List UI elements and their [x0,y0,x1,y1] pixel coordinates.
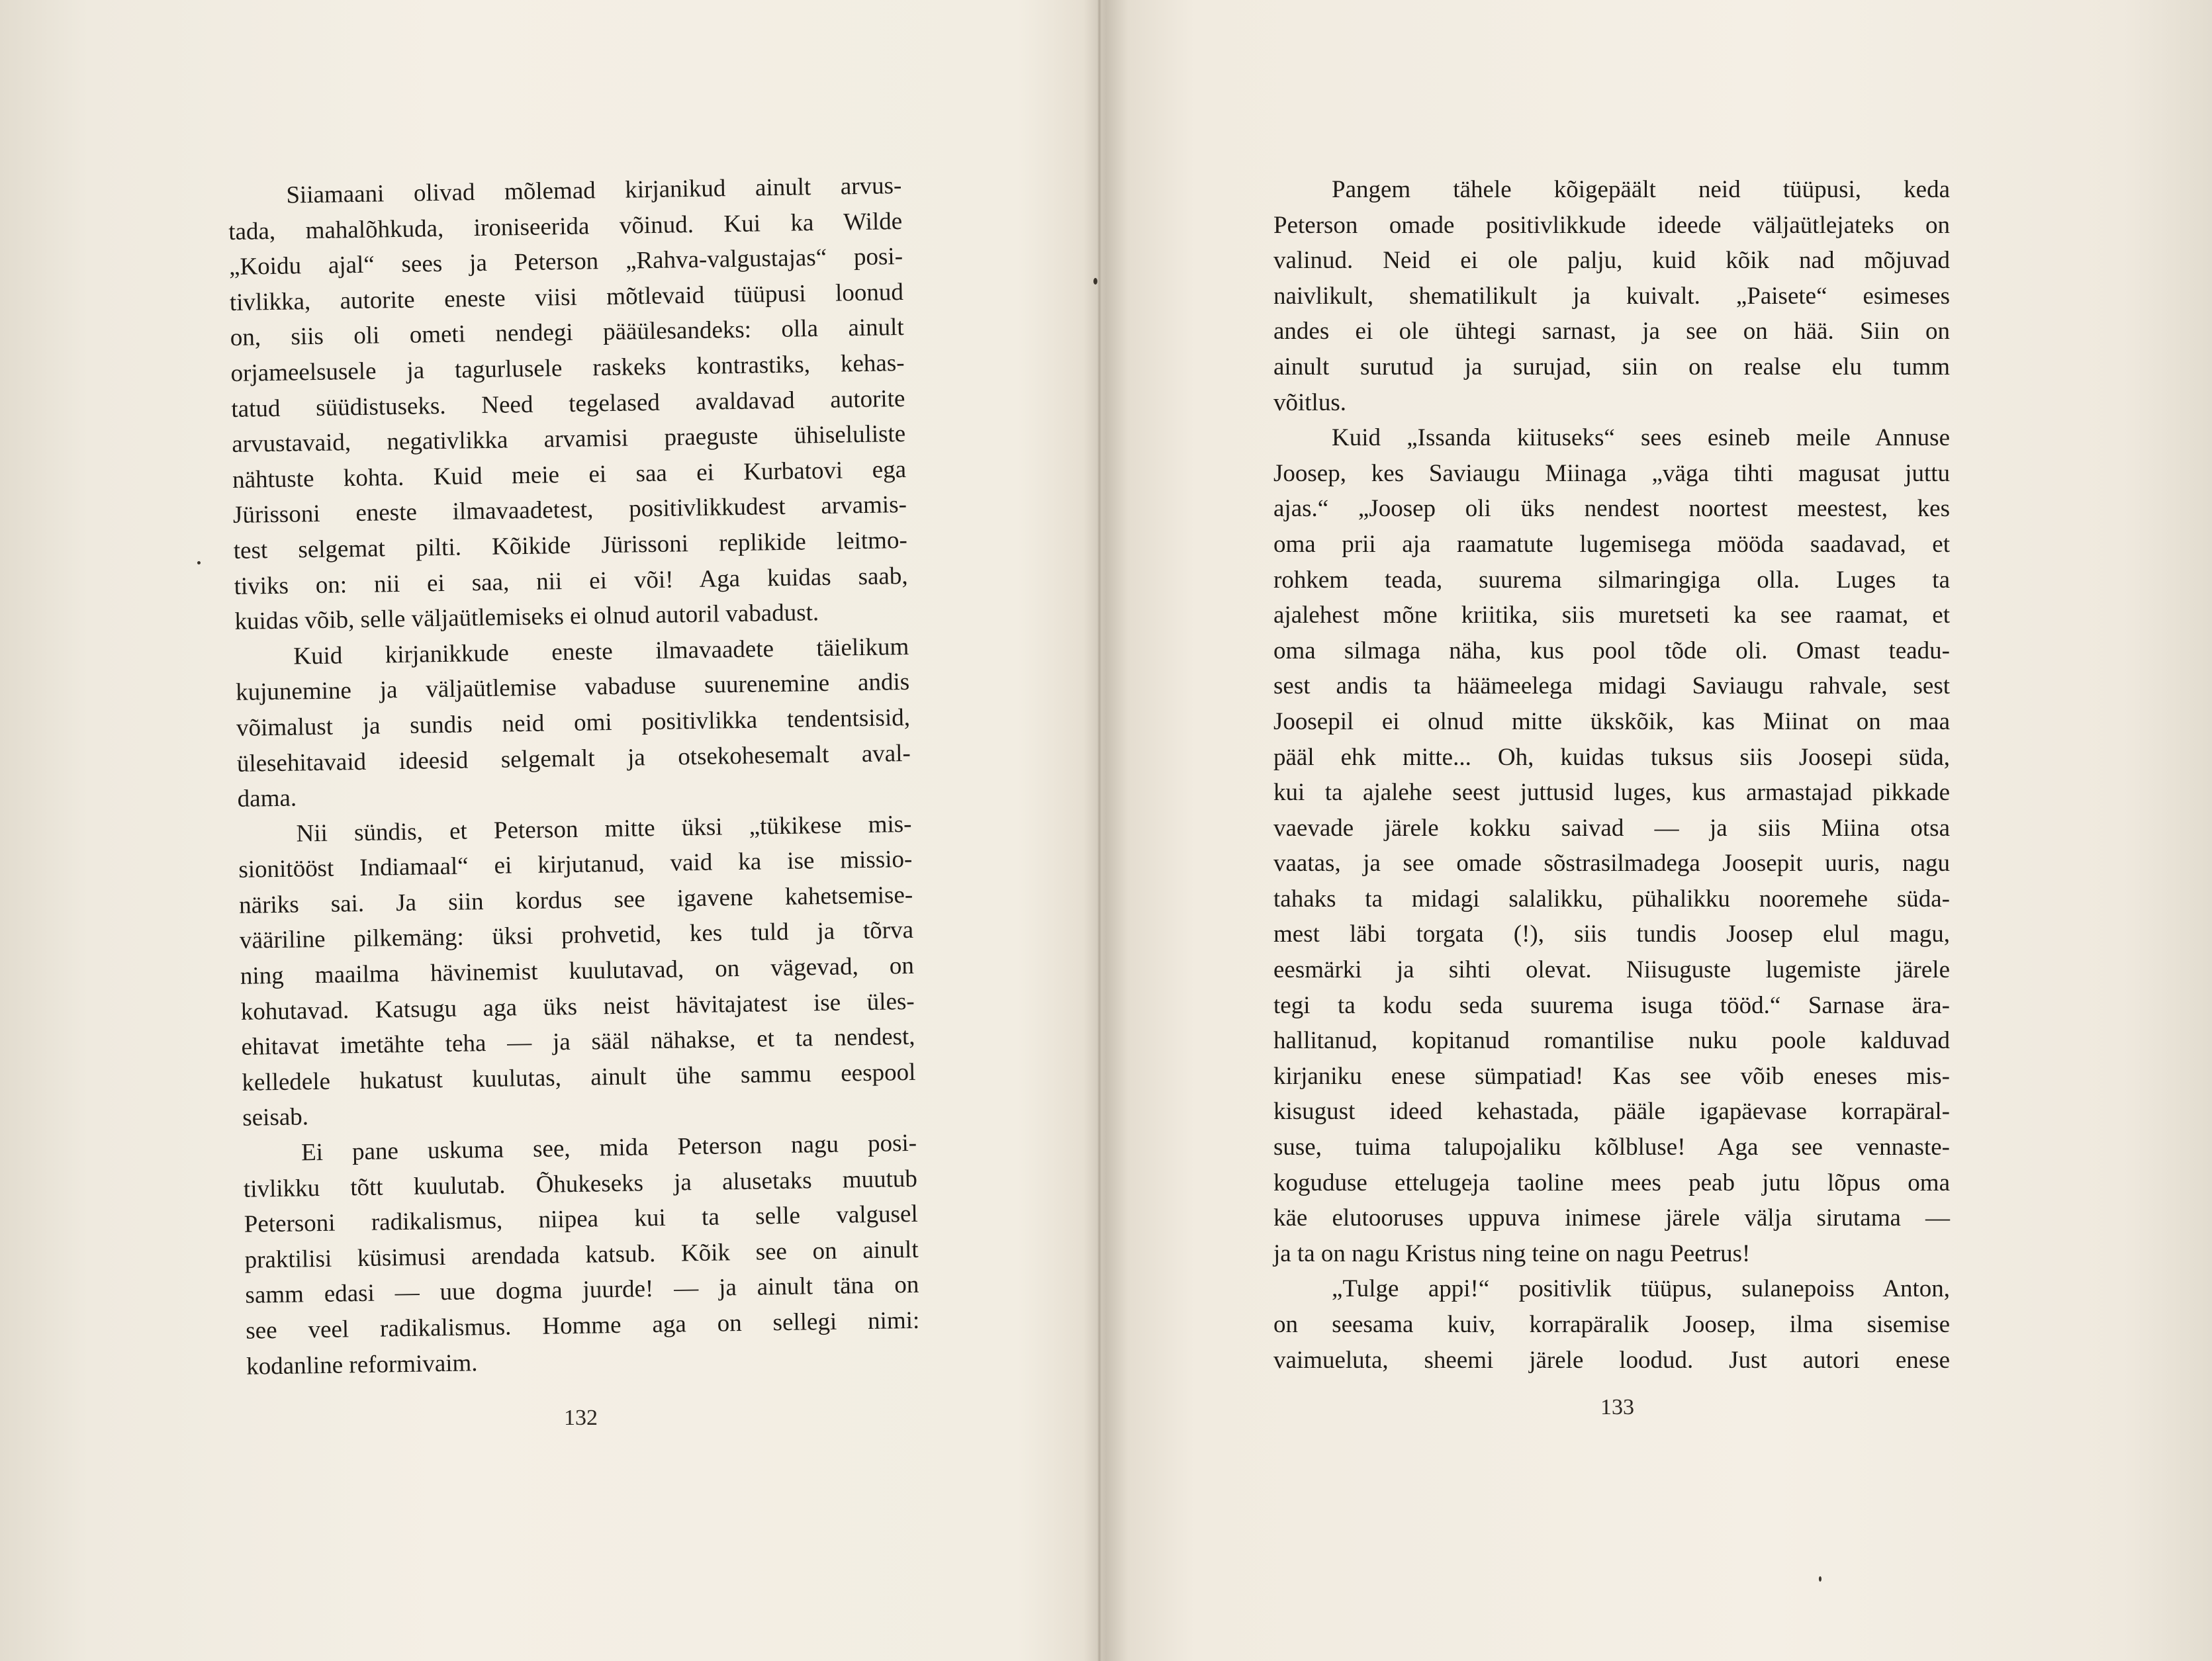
text-line: „Koidu ajal“ sees ja Peterson „Rahva-valgustajas“ posi- [228,243,903,281]
text-line: oma silmaga näha, kus pool tõde oli. Omast teadu- [1273,637,1950,664]
text-line: Petersoni radikalismus, niipea kui ta selle valgusel [244,1200,919,1239]
text-line: hallitanud, kopitanud romantilise nuku poole kalduvad [1273,1027,1950,1055]
text-line: eesmärki ja sihti olevat. Niisuguste lugemiste järele [1273,956,1950,984]
text-line: ülesehitavaid ideesid selgemalt ja otsekohesemalt aval- [236,739,911,778]
text-line: vaevade järele kokku saivad — ja siis Miina otsa [1273,814,1950,842]
book-gutter [1097,0,1101,1661]
ink-speck [1093,278,1097,285]
text-line: kuidas võib, selle väljaütlemiseks ei olnud autoril vabadust. [234,599,819,636]
text-line: test selgemat pilti. Kõikide Jürissoni replikide leitmo- [233,526,908,564]
text-line: tatud süüdistuseks. Need tegelased avaldavad autorite [231,384,905,423]
text-line: vääriline pilkemäng: üksi prohvetid, kes tuld ja tõrva [239,917,914,955]
text-line: dama. [237,784,297,813]
text-line: kisugust ideed kehastada, pääle igapäevase korrapäral- [1273,1098,1950,1126]
text-line: tegi ta kodu seda suurema isuga tööd.“ Sarnase ära- [1273,991,1950,1019]
text-line: Jürissoni eneste ilmavaadetest, positivlikkudest arvamis- [232,491,907,529]
text-line: kui ta ajalehe seest juttusid luges, kus armastajad pikkade [1273,779,1950,807]
text-line: vaatas, ja see omade sõstrasilmadega Joosepit uuris, nagu [1273,850,1950,877]
text-line: valinud. Neid ei ole palju, kuid kõik nad mõjuvad [1273,247,1950,275]
right-page-text [1273,172,1950,1378]
text-line: ajalehest mõne kriitika, siis muretseti ka see raamat, et [1273,602,1950,629]
text-line: tivlikku tõtt kuulutab. Õhukeseks ja alusetaks muutub [243,1165,918,1203]
text-line: on seesama kuiv, korrapäralik Joosep, ilma sisemise [1273,1311,1950,1338]
text-line: sest andis ta häämeelega midagi Saviaugu rahvale, sest [1273,672,1950,700]
text-line: Nii sündis, et Peterson mitte üksi „tükikese mis- [296,810,912,848]
text-line: kodanline reformivaim. [246,1349,478,1380]
text-line: seisab. [242,1103,309,1132]
text-line: koguduse ettelugeja taoline mees peab jutu lõpus oma [1273,1169,1950,1196]
text-line: ja ta on nagu Kristus ning teine on nagu Peetrus! [1273,1239,1751,1267]
text-line: tivlikka, autorite eneste viisi mõtlevaid tüüpusi loonud [229,278,904,316]
text-line: nähtuste kohta. Kuid meie ei saa ei Kurbatovi ega [232,455,907,494]
text-line: „Tulge appi!“ positivlik tüüpus, sulanepoiss Anton, [1332,1275,1950,1303]
text-line: tiviks on: nii ei saa, nii ei või! Aga kuidas saab, [234,562,908,600]
text-line: ainult surutud ja surujad, siin on realse elu tumm [1273,353,1950,381]
text-line: on, siis oli ometi nendegi pääülesandeks: olla ainult [230,314,904,352]
ink-speck [1819,1576,1821,1582]
text-line: tahaks ta midagi salalikku, pühalikku nooremehe süda- [1273,885,1950,913]
text-line: kelledele hukatust kuulutas, ainult ühe sammu eespool [242,1058,916,1097]
text-line: rohkem teada, suurema silmaringiga olla. Luges ta [1273,566,1950,594]
ink-speck [197,561,201,564]
text-line: arvustavaid, negativlikka arvamisi praeguste ühiseluliste [231,420,906,459]
text-line: suse, tuima talupojaliku kõlbluse! Aga see vennaste- [1273,1134,1950,1161]
text-line: Pangem tähele kõigepäält neid tüüpusi, keda [1332,176,1950,203]
text-line: Kuid kirjanikkude eneste ilmavaadete täielikum [293,633,909,670]
text-line: võimalust ja sundis neid omi positivlikka tendentsisid, [236,703,911,742]
text-line: Joosep, kes Saviaugu Miinaga „väga tihti magusat juttu [1273,459,1950,487]
text-line: näriks sai. Ja siin kordus see igavene kahetsemise- [238,881,913,919]
text-line: oma prii aja raamatute lugemisega mööda saadavad, et [1273,530,1950,558]
text-line: kirjaniku enese sümpatiad! Kas see võib eneses mis- [1273,1062,1950,1090]
text-line: tada, mahalõhkuda, ironiseerida võinud. Kui ka Wilde [228,207,903,246]
text-line: vaimueluta, sheemi järele loodud. Just autori enese [1273,1346,1950,1374]
text-line: Siiamaani olivad mõlemad kirjanikud ainult arvus- [286,172,902,209]
text-line: ajas.“ „Joosep oli üks nendest noortest meestest, kes [1273,495,1950,523]
left-page-text [228,168,920,1384]
text-line: Joosepil ei olnud mitte ükskõik, kas Miinat on maa [1273,707,1950,735]
right-page-number: 133 [1600,1395,1634,1419]
text-line: mest läbi torgata (!), siis tundis Joosep elul magu, [1273,920,1950,948]
text-line: praktilisi küsimusi arendada katsub. Kõik see on ainult [244,1235,919,1274]
text-line: ehitavat imetähte teha — ja sääl nähakse, et ta nendest, [241,1023,915,1061]
text-line: naivlikult, shematilikult ja kuivalt. „Paisete“ esimeses [1273,282,1950,310]
text-line: andes ei ole ühtegi sarnast, ja see on hää. Siin on [1273,318,1950,345]
text-line: see veel radikalismus. Homme aga on sellegi nimi: [246,1306,920,1345]
text-line: Ei pane uskuma see, mida Peterson nagu posi- [300,1129,917,1167]
text-line: Kuid „Issanda kiituseks“ sees esineb meile Annuse [1332,424,1950,452]
text-line: samm edasi — uue dogma juurde! — ja ainult täna on [245,1271,919,1310]
text-line: Peterson omade positivlikkude ideede väljaütlejateks on [1273,211,1950,239]
text-line: ning maailma hävinemist kuulutavad, on vägevad, on [240,952,915,990]
text-line: orjameelsusele ja tagurlusele raskeks kontrastiks, kehas- [230,349,905,387]
text-line: pääl ehk mitte... Oh, kuidas tuksus siis Joosepi süda, [1273,743,1950,771]
text-line: võitlus. [1273,388,1346,416]
text-line: käe elutooruses uppuva inimese järele välja sirutama — [1273,1204,1950,1232]
text-line: sionitööst Indiamaal“ ei kirjutanud, vaid ka ise missio- [238,846,913,884]
left-page-number: 132 [564,1406,598,1430]
text-line: kujunemine ja väljaütlemise vabaduse suurenemine andis [235,668,910,707]
text-line: kohutavad. Katsugu aga üks neist hävitajatest ise üles- [240,987,915,1026]
